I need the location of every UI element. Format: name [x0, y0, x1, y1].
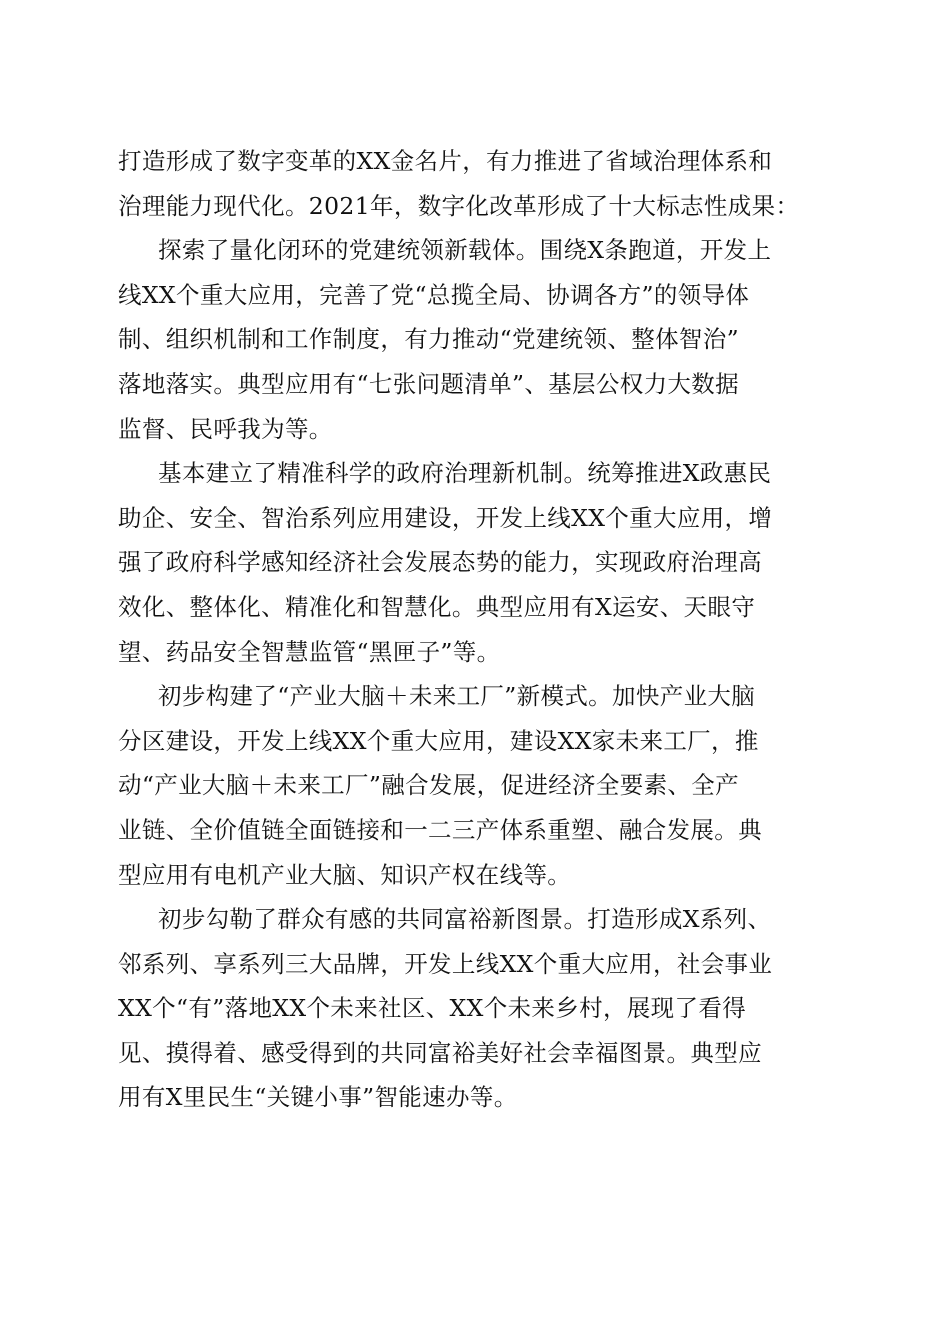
text-line: 用有X里民生“关键小事”智能速办等。 [118, 1083, 518, 1112]
text-line: 型应用有电机产业大脑、知识产权在线等。 [118, 860, 572, 889]
text-line: 监督、民呼我为等。 [118, 414, 333, 443]
text-line: 动“产业大脑＋未来工厂”融合发展，促进经济全要素、全产 [118, 771, 739, 800]
text-line: 强了政府科学感知经济社会发展态势的能力，实现政府治理高 [118, 548, 762, 577]
paragraph-first-line: 基本建立了精准科学的政府治理新机制。统筹推进X政惠民 [158, 459, 772, 488]
text-line: 见、摸得着、感受得到的共同富裕美好社会幸福图景。典型应 [118, 1038, 762, 1067]
paragraph-first-line: 初步构建了“产业大脑＋未来工厂”新模式。加快产业大脑 [158, 682, 756, 711]
text-line: 落地落实。典型应用有“七张问题清单”、基层公权力大数据 [118, 369, 739, 398]
text-line: 线XX个重大应用，完善了党“总揽全局、协调各方”的领导体 [118, 280, 750, 309]
paragraph-first-line: 探索了量化闭环的党建统领新载体。围绕X条跑道，开发上 [158, 236, 772, 265]
text-line: 业链、全价值链全面链接和一二三产体系重塑、融合发展。典 [118, 815, 762, 844]
text-line: 制、组织机制和工作制度，有力推动“党建统领、整体智治” [118, 325, 739, 354]
text-line: 邻系列、享系列三大品牌，开发上线XX个重大应用，社会事业 [118, 949, 773, 978]
text-line: XX个“有”落地XX个未来社区、XX个未来乡村，展现了看得 [118, 994, 747, 1023]
text-line: 望、药品安全智慧监管“黑匣子”等。 [118, 637, 501, 666]
text-line: 助企、安全、智治系列应用建设，开发上线XX个重大应用，增 [118, 503, 773, 532]
text-line: 治理能力现代化。2021年，数字化改革形成了十大标志性成果： [118, 191, 800, 220]
paragraph-first-line: 初步勾勒了群众有感的共同富裕新图景。打造形成X系列、 [158, 905, 772, 934]
text-line: 打造形成了数字变革的XX金名片，有力推进了省域治理体系和 [118, 147, 773, 175]
text-line: 效化、整体化、精准化和智慧化。典型应用有X运安、天眼守 [118, 592, 756, 621]
document-body [118, 139, 832, 1120]
text-line: 分区建设，开发上线XX个重大应用，建设XX家未来工厂，推 [118, 726, 759, 755]
